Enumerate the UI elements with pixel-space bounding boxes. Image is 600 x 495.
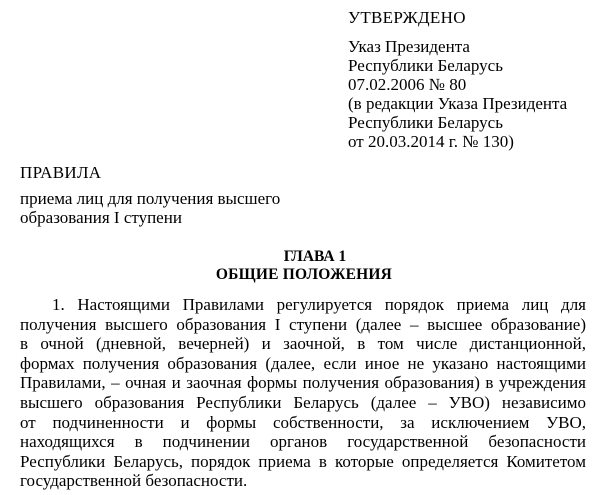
chapter-number: ГЛАВА 1 [283,248,347,265]
approval-line: (в редакции Указа Президента [348,94,568,113]
approval-line: Республики Беларусь [348,113,503,132]
paragraph-line: высшего образования Республики Беларусь (далее – УВО) независимо [20,392,586,412]
approval-line: 07.02.2006 № 80 [348,75,467,94]
paragraph-line: Республики Беларусь, порядок приема в которые определяется Комитетом [20,451,586,471]
paragraph-1 [20,295,586,491]
approval-heading: УТВЕРЖДЕНО [348,8,466,27]
approval-line: от 20.03.2014 г. № 130) [348,132,514,151]
paragraph-line: получения высшего образования I ступени (далее – высшее образование) [20,314,586,334]
paragraph-line: в очной (дневной, вечерней) и заочной, в том числе дистанционной, [20,334,586,354]
paragraph-line: 1. Настоящими Правилами регулируется порядок приема лиц для [52,295,586,314]
chapter-heading [0,248,600,284]
document-type: ПРАВИЛА [20,163,102,182]
document-title-line: образования I ступени [20,208,182,227]
paragraph-line: от подчиненности и формы собственности, за исключением УВО, [20,412,586,432]
paragraph-line: формах получения образования (далее, если иное не указано настоящими [20,353,586,373]
paragraph-line: находящихся в подчинении органов государственной безопасности [20,432,586,452]
chapter-name: ОБЩИЕ ПОЛОЖЕНИЯ [215,266,393,283]
approval-block [348,8,567,151]
paragraph-line: Правилами, – очная и заочная формы получения образования) в учреждения [20,373,586,393]
document-title [20,189,280,227]
paragraph-line: государственной безопасности. [20,471,248,491]
approval-line: Указ Президента [348,37,470,56]
document-title-line: приема лиц для получения высшего [20,189,281,208]
approval-line: Республики Беларусь [348,56,503,75]
